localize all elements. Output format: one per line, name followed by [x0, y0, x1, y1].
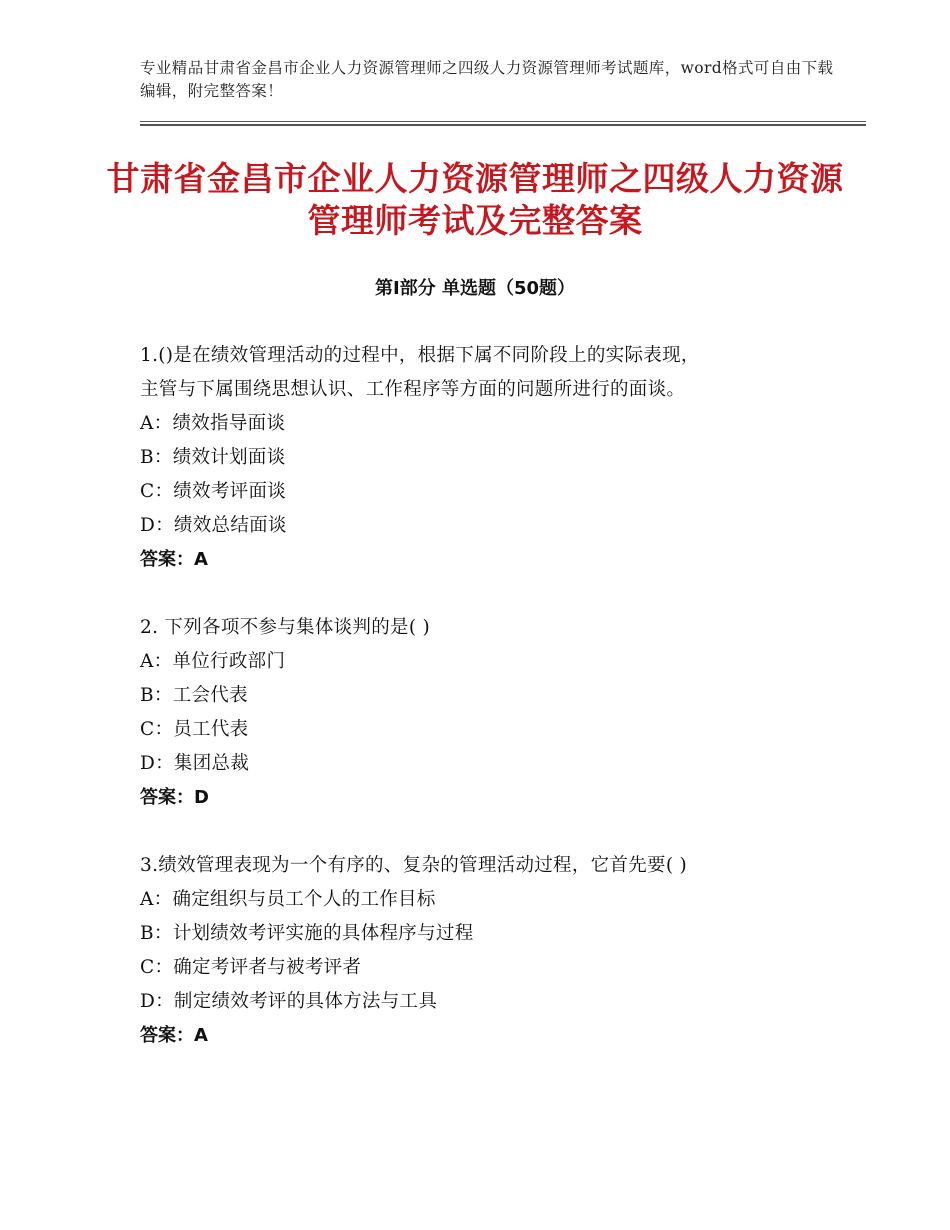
option-b: B：工会代表 [140, 685, 248, 706]
header-rule-thin [140, 121, 866, 122]
answer: 答案：D [140, 787, 209, 808]
document-title: 甘肃省金昌市企业人力资源管理师之四级人力资源管理师考试及完整答案 [106, 159, 844, 240]
option-d: D：制定绩效考评的具体方法与工具 [140, 991, 438, 1012]
answer: 答案：A [140, 549, 208, 570]
option-d: D：绩效总结面谈 [140, 515, 287, 536]
header-rule-thick [140, 124, 866, 126]
option-b: B：绩效计划面谈 [140, 447, 286, 468]
question-2 [140, 611, 860, 815]
option-b: B：计划绩效考评实施的具体程序与过程 [140, 923, 474, 944]
option-a: A：单位行政部门 [140, 651, 286, 672]
question-stem: 1.()是在绩效管理活动的过程中，根据下属不同阶段上的实际表现， [140, 345, 700, 366]
question-stem-continued: 主管与下属围绕思想认识、工作程序等方面的问题所进行的面谈。 [140, 379, 686, 400]
question-stem: 3.绩效管理表现为一个有序的、复杂的管理活动过程，它首先要( ) [140, 855, 688, 876]
question-1 [140, 339, 860, 577]
option-c: C：员工代表 [140, 719, 249, 740]
option-d: D：集团总裁 [140, 753, 250, 774]
option-a: A：确定组织与员工个人的工作目标 [140, 889, 436, 910]
question-stem: 2. 下列各项不参与集体谈判的是( ) [140, 617, 431, 638]
question-3 [140, 849, 860, 1053]
option-a: A：绩效指导面谈 [140, 413, 286, 434]
option-c: C：确定考评者与被考评者 [140, 957, 362, 978]
section-title: 第Ⅰ部分 单选题（50题） [374, 278, 575, 299]
answer: 答案：A [140, 1025, 208, 1046]
header-note: 专业精品甘肃省金昌市企业人力资源管理师之四级人力资源管理师考试题库，word格式可自由下载编辑，附完整答案！ [140, 59, 834, 100]
option-c: C：绩效考评面谈 [140, 481, 287, 502]
question-list [140, 339, 860, 1087]
